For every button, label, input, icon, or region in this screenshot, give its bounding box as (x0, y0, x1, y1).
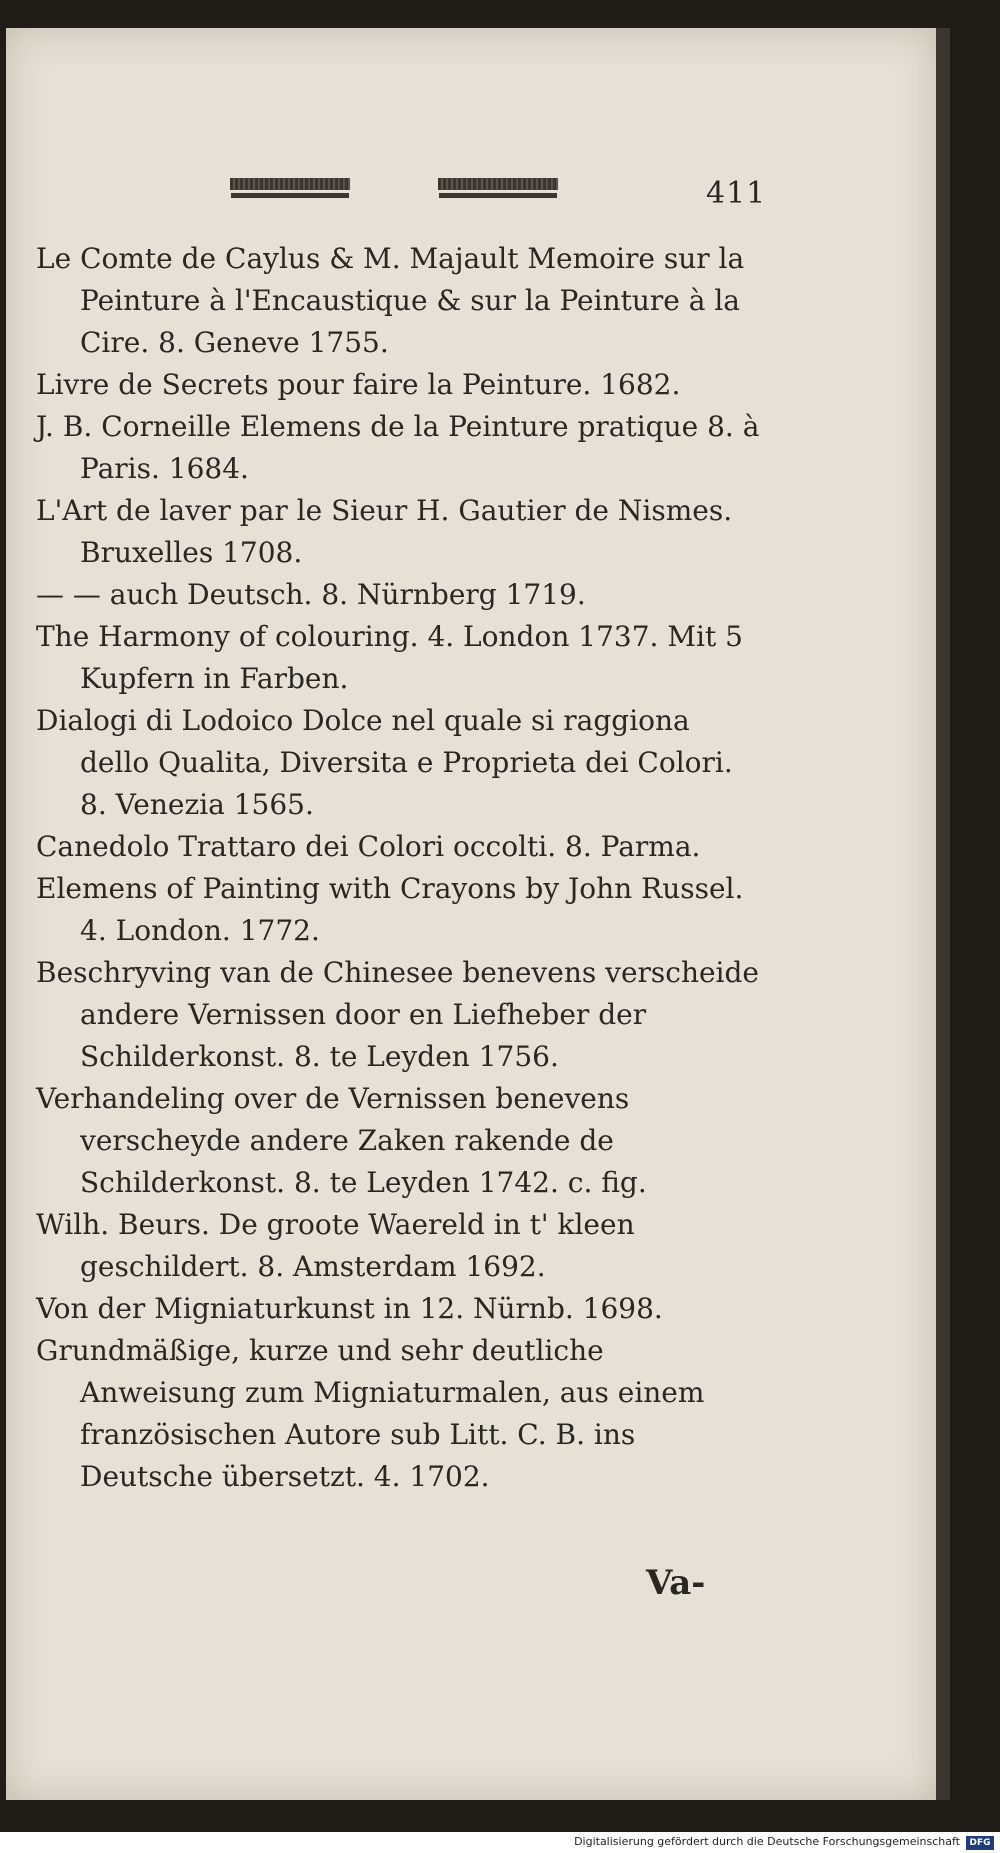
bibliography-entry-14: Grundmäßige, kurze und sehr deutliche Anweisung zum Migniaturmalen, aus einem französischen Autore sub Litt. C. B. ins Deutsche übersetzt. 4. 1702. (36, 1334, 705, 1493)
dfg-logo: DFG (966, 1836, 994, 1850)
bibliography-entry-13: Von der Migniaturkunst in 12. Nürnb. 1698. (36, 1292, 663, 1325)
bibliography-entry-12: Wilh. Beurs. De groote Waereld in t' kleen geschildert. 8. Amsterdam 1692. (36, 1208, 635, 1283)
bibliography-entry-7: Dialogi di Lodoico Dolce nel quale si raggiona dello Qualita, Diversita e Proprieta dei Colori. 8. Venezia 1565. (36, 704, 733, 821)
bibliography-entry-4: L'Art de laver par le Sieur H. Gautier de Nismes. Bruxelles 1708. (36, 494, 733, 569)
bibliography-entry-3: J. B. Corneille Elemens de la Peinture pratique 8. à Paris. 1684. (36, 410, 760, 485)
bibliography-entry-1: Le Comte de Caylus & M. Majault Memoire sur la Peinture à l'Encaustique & sur la Peinture à la Cire. 8. Geneve 1755. (36, 242, 745, 359)
page-header (6, 28, 936, 218)
bibliography-entry-11: Verhandeling over de Vernissen benevens verscheyde andere Zaken rakende de Schilderkonst. 8. te Leyden 1742. c. fig. (36, 1082, 647, 1199)
bibliography-entry-8: Canedolo Trattaro dei Colori occolti. 8. Parma. (36, 830, 701, 863)
bibliography-entry-5: — — auch Deutsch. 8. Nürnberg 1719. (36, 578, 586, 611)
bibliography-list (36, 238, 766, 1498)
header-ornament-left (230, 178, 350, 193)
bibliography-entry-6: The Harmony of colouring. 4. London 1737. Mit 5 Kupfern in Farben. (36, 620, 743, 695)
digitization-credit: Digitalisierung gefördert durch die Deutsche Forschungsgemeinschaft (574, 1835, 960, 1848)
bibliography-entry-2: Livre de Secrets pour faire la Peinture. 1682. (36, 368, 681, 401)
catchword: Va- (646, 1563, 706, 1603)
bibliography-entry-10: Beschryving van de Chinesee benevens verscheide andere Vernissen door en Liefheber der Schilderkonst. 8. te Leyden 1756. (36, 956, 759, 1073)
bibliography-entry-9: Elemens of Painting with Crayons by John Russel. 4. London. 1772. (36, 872, 744, 947)
header-ornament-right (438, 178, 558, 193)
book-page (6, 28, 936, 1800)
page-number: 411 (706, 176, 767, 211)
page-edge-shadow (936, 28, 950, 1800)
